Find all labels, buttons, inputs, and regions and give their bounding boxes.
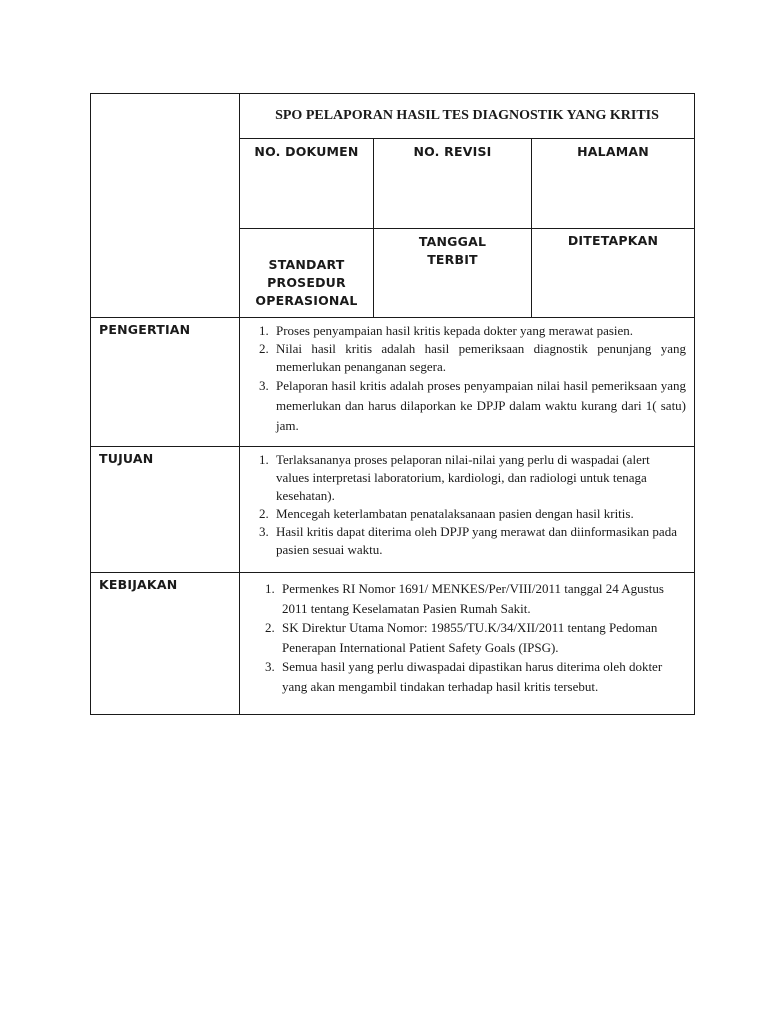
tujuan-list <box>240 447 694 569</box>
list-item: 1. Proses penyampaian hasil kritis kepada dokter yang merawat pasien. <box>272 322 686 340</box>
document-title: SPO PELAPORAN HASIL TES DIAGNOSTIK YANG KRITIS <box>240 94 695 139</box>
tujuan-label: TUJUAN <box>91 447 240 573</box>
list-item: 3. Pelaporan hasil kritis adalah proses penyampaian nilai hasil pemeriksaan yang memerlukan dan harus dilaporkan ke DPJP dalam waktu kurang dari 1( satu) jam. <box>272 376 686 436</box>
spo-document-table <box>90 93 695 715</box>
list-item: 3. Hasil kritis dapat diterima oleh DPJP yang merawat dan diinformasikan pada pasien sesuai waktu. <box>272 523 686 559</box>
kebijakan-list <box>240 573 694 706</box>
no-dokumen-header: NO. DOKUMEN <box>240 139 374 229</box>
tanggal-label: TANGGAL <box>418 234 487 249</box>
halaman-header: HALAMAN <box>532 139 695 229</box>
no-revisi-header: NO. REVISI <box>374 139 532 229</box>
spo-label-line2: PROSEDUR <box>267 275 346 290</box>
list-item: 3. Semua hasil yang perlu diwaspadai dipastikan harus diterima oleh dokter yang akan mengambil tindakan terhadap hasil kritis tersebut. <box>278 657 686 696</box>
tujuan-content <box>240 447 695 573</box>
kebijakan-label: KEBIJAKAN <box>91 573 240 715</box>
spo-label-line3: OPERASIONAL <box>255 293 358 308</box>
pengertian-label: PENGERTIAN <box>91 318 240 447</box>
pengertian-list <box>240 318 694 446</box>
list-item: 2. SK Direktur Utama Nomor: 19855/TU.K/34/XII/2011 tentang Pedoman Penerapan International Patient Safety Goals (IPSG). <box>278 618 686 657</box>
terbit-label: TERBIT <box>427 252 478 267</box>
spo-label <box>240 229 374 318</box>
pengertian-content <box>240 318 695 447</box>
list-item: 2. Mencegah keterlambatan penatalaksanaan pasien dengan hasil kritis. <box>272 505 686 523</box>
list-item: 1. Permenkes RI Nomor 1691/ MENKES/Per/VIII/2011 tanggal 24 Agustus 2011 tentang Keselamatan Pasien Rumah Sakit. <box>278 579 686 618</box>
kebijakan-content <box>240 573 695 715</box>
tanggal-terbit-cell <box>374 229 532 318</box>
list-item: 1. Terlaksananya proses pelaporan nilai-nilai yang perlu di waspadai (alert values interpretasi laboratorium, kardiologi, dan radiologi untuk tenaga kesehatan). <box>272 451 686 505</box>
logo-cell <box>91 94 240 318</box>
ditetapkan-cell: DITETAPKAN <box>532 229 695 318</box>
list-item: 2. Nilai hasil kritis adalah hasil pemeriksaan diagnostik penunjang yang memerlukan penanganan segera. <box>272 340 686 376</box>
spo-label-line1: STANDART <box>268 257 345 272</box>
